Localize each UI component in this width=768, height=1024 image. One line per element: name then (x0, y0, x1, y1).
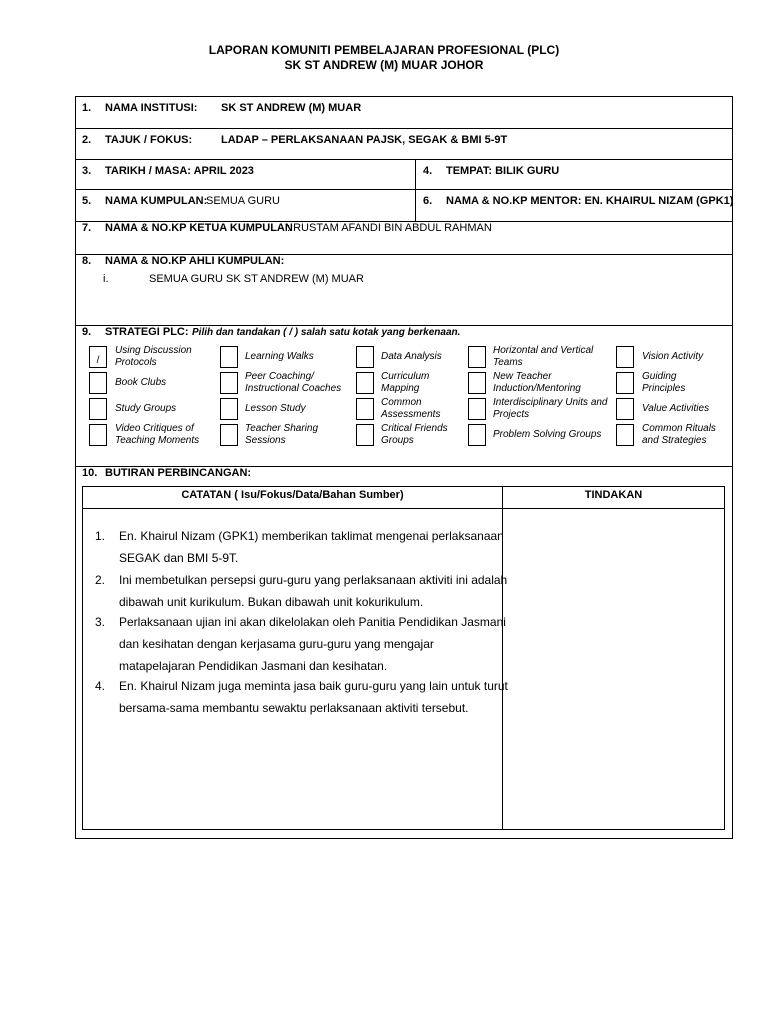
place-label: TEMPAT: BILIK GURU (446, 165, 560, 177)
strategy-option-line: Common (381, 397, 422, 408)
row-focus (76, 129, 732, 160)
column-divider (415, 160, 416, 190)
column-divider (415, 190, 416, 222)
date-label: TARIKH / MASA: APRIL 2023 (105, 165, 254, 177)
strategy-instruction: Pilih dan tandakan ( / ) salah satu kotak yang berkenaan. (192, 327, 461, 338)
strategy-option-line: Sessions (245, 435, 286, 446)
group-value: SEMUA GURU (206, 195, 280, 207)
strategy-option-label (381, 351, 442, 363)
field-number: 1. (82, 102, 92, 114)
strategy-option-label (381, 397, 440, 421)
strategy-option-line: and Strategies (642, 435, 707, 446)
strategy-option-line: Horizontal and Vertical (493, 345, 594, 356)
strategy-option-line: Lesson Study (245, 403, 306, 414)
strategy-option-line: Assessments (381, 409, 441, 420)
discussion-table (82, 486, 725, 830)
strategy-option-line: Learning Walks (245, 351, 314, 362)
strategy-option-label (642, 423, 716, 447)
strategy-option-label (642, 403, 709, 415)
focus-label: TAJUK / FOKUS: (105, 134, 193, 146)
row-group-leader (76, 222, 732, 255)
strategy-option-line: Guiding (642, 371, 677, 382)
strategy-label: STRATEGI PLC: (105, 326, 189, 338)
strategy-checkbox[interactable] (356, 346, 374, 368)
table-header-divider (83, 508, 724, 509)
strategy-option-line: Problem Solving Groups (493, 429, 602, 440)
member-number: i. (103, 273, 109, 285)
member-value: SEMUA GURU SK ST ANDREW (M) MUAR (149, 273, 364, 285)
strategy-checkbox[interactable] (220, 398, 238, 420)
strategy-checkbox[interactable] (220, 424, 238, 446)
strategy-option-line: Teaching Moments (115, 435, 200, 446)
focus-value: LADAP – PERLAKSANAAN PAJSK, SEGAK & BMI 5-9T (221, 134, 508, 146)
field-number: 2. (82, 134, 92, 146)
strategy-option-label (115, 377, 166, 389)
note-number: 2. (95, 573, 106, 587)
discussion-label: BUTIRAN PERBINCANGAN: (105, 467, 252, 479)
strategy-option-line: Induction/Mentoring (493, 383, 581, 394)
strategy-checkbox[interactable] (89, 372, 107, 394)
row-date-place (76, 160, 732, 190)
leader-value: : RUSTAM AFANDI BIN ABDUL RAHMAN (287, 222, 492, 234)
row-institution (76, 97, 732, 129)
leader-label: NAMA & NO.KP KETUA KUMPULAN (105, 222, 293, 234)
strategy-option-line: Teacher Sharing (245, 423, 319, 434)
field-number: 5. (82, 195, 92, 207)
note-text: En. Khairul Nizam (GPK1) memberikan taklimat mengenai perlaksanaan SEGAK dan BMI 5-9T. (119, 529, 504, 565)
strategy-option-line: Critical Friends (381, 423, 448, 434)
row-strategy (76, 326, 732, 467)
action-column-header: TINDAKAN (584, 489, 643, 501)
strategy-option-label (493, 429, 601, 441)
strategy-option-label (245, 403, 306, 415)
institution-value: SK ST ANDREW (M) MUAR (221, 102, 362, 114)
strategy-checkbox[interactable] (616, 346, 634, 368)
strategy-option-label (381, 423, 448, 447)
strategy-option-line: Study Groups (115, 403, 177, 414)
report-form (75, 96, 733, 839)
strategy-option-line: New Teacher (493, 371, 552, 382)
note-text: Ini membetulkan persepsi guru-guru yang perlaksanaan aktiviti ini adalah dibawah unit kurikulum. Bukan dibawah unit kokurikulum. (119, 573, 508, 609)
strategy-option-label (493, 345, 593, 369)
strategy-option-label (381, 371, 429, 395)
strategy-option-label (245, 351, 314, 363)
group-label: NAMA KUMPULAN: (105, 195, 208, 207)
strategy-option-label (493, 371, 581, 395)
strategy-checkbox[interactable]: / (89, 346, 107, 368)
field-number: 10. (82, 467, 98, 479)
strategy-option-line: Protocols (115, 357, 157, 368)
strategy-option-line: Data Analysis (381, 351, 442, 362)
note-text: Perlaksanaan ujian ini akan dikelolakan oleh Panitia Pendidikan Jasmani dan kesihatan dengan kerjasama guru-guru yang mengajar matapelajaran Pendidikan Jasmani dan kesihatan. (119, 615, 506, 673)
strategy-option-line: Peer Coaching/ (245, 371, 314, 382)
strategy-option-label (245, 371, 341, 395)
note-number: 1. (95, 529, 106, 543)
strategy-option-line: Using Discussion (115, 345, 192, 356)
strategy-option-label (245, 423, 318, 447)
strategy-option-line: Mapping (381, 383, 420, 394)
notes-column-header: CATATAN ( Isu/Fokus/Data/Bahan Sumber) (181, 489, 404, 501)
strategy-checkbox[interactable] (616, 372, 634, 394)
strategy-option-label (115, 403, 176, 415)
field-number: 4. (423, 165, 433, 177)
note-text: En. Khairul Nizam juga meminta jasa baik guru-guru yang lain untuk turut bersama-sama membantu sewaktu perlaksanaan aktiviti tersebut. (119, 679, 508, 715)
strategy-option-line: Teams (493, 357, 523, 368)
strategy-option-line: Groups (381, 435, 414, 446)
strategy-option-line: Value Activities (642, 403, 710, 414)
strategy-option-line: Book Clubs (115, 377, 167, 388)
mentor-label: NAMA & NO.KP MENTOR: EN. KHAIRUL NIZAM (GPK1) (446, 195, 734, 207)
field-number: 7. (82, 222, 92, 234)
strategy-checkbox[interactable] (616, 398, 634, 420)
strategy-checkbox[interactable] (89, 424, 107, 446)
strategy-checkbox[interactable] (356, 372, 374, 394)
strategy-checkbox[interactable] (356, 424, 374, 446)
school-title: SK ST ANDREW (M) MUAR JOHOR (284, 58, 484, 72)
note-number: 4. (95, 679, 106, 693)
strategy-option-label (115, 423, 199, 447)
strategy-checkbox[interactable] (468, 346, 486, 368)
field-number: 8. (82, 255, 92, 267)
note-number: 3. (95, 615, 106, 629)
strategy-option-line: Curriculum (381, 371, 430, 382)
report-title: LAPORAN KOMUNITI PEMBELAJARAN PROFESIONAL (PLC) (208, 43, 560, 57)
strategy-option-line: Vision Activity (642, 351, 704, 362)
row-group-mentor (76, 190, 732, 222)
field-number: 6. (423, 195, 433, 207)
strategy-option-label (493, 397, 608, 421)
strategy-checkbox[interactable] (356, 398, 374, 420)
strategy-checkbox[interactable] (468, 372, 486, 394)
strategy-option-line: Principles (642, 383, 686, 394)
strategy-option-line: Interdisciplinary Units and (493, 397, 608, 408)
strategy-checkbox[interactable] (616, 424, 634, 446)
strategy-option-label (642, 351, 703, 363)
strategy-option-line: Projects (493, 409, 530, 420)
strategy-option-label (115, 345, 192, 369)
strategy-checkbox[interactable] (89, 398, 107, 420)
strategy-option-line: Video Critiques of (115, 423, 194, 434)
strategy-checkbox[interactable] (220, 372, 238, 394)
strategy-option-line: Common Rituals (642, 423, 716, 434)
members-label: NAMA & NO.KP AHLI KUMPULAN: (105, 255, 285, 267)
strategy-checkbox[interactable] (468, 398, 486, 420)
institution-label: NAMA INSTITUSI: (105, 102, 198, 114)
field-number: 9. (82, 326, 92, 338)
strategy-option-label (642, 371, 685, 395)
row-members (76, 255, 732, 326)
strategy-checkbox[interactable] (468, 424, 486, 446)
strategy-checkbox[interactable] (220, 346, 238, 368)
field-number: 3. (82, 165, 92, 177)
strategy-option-line: Instructional Coaches (245, 383, 342, 394)
